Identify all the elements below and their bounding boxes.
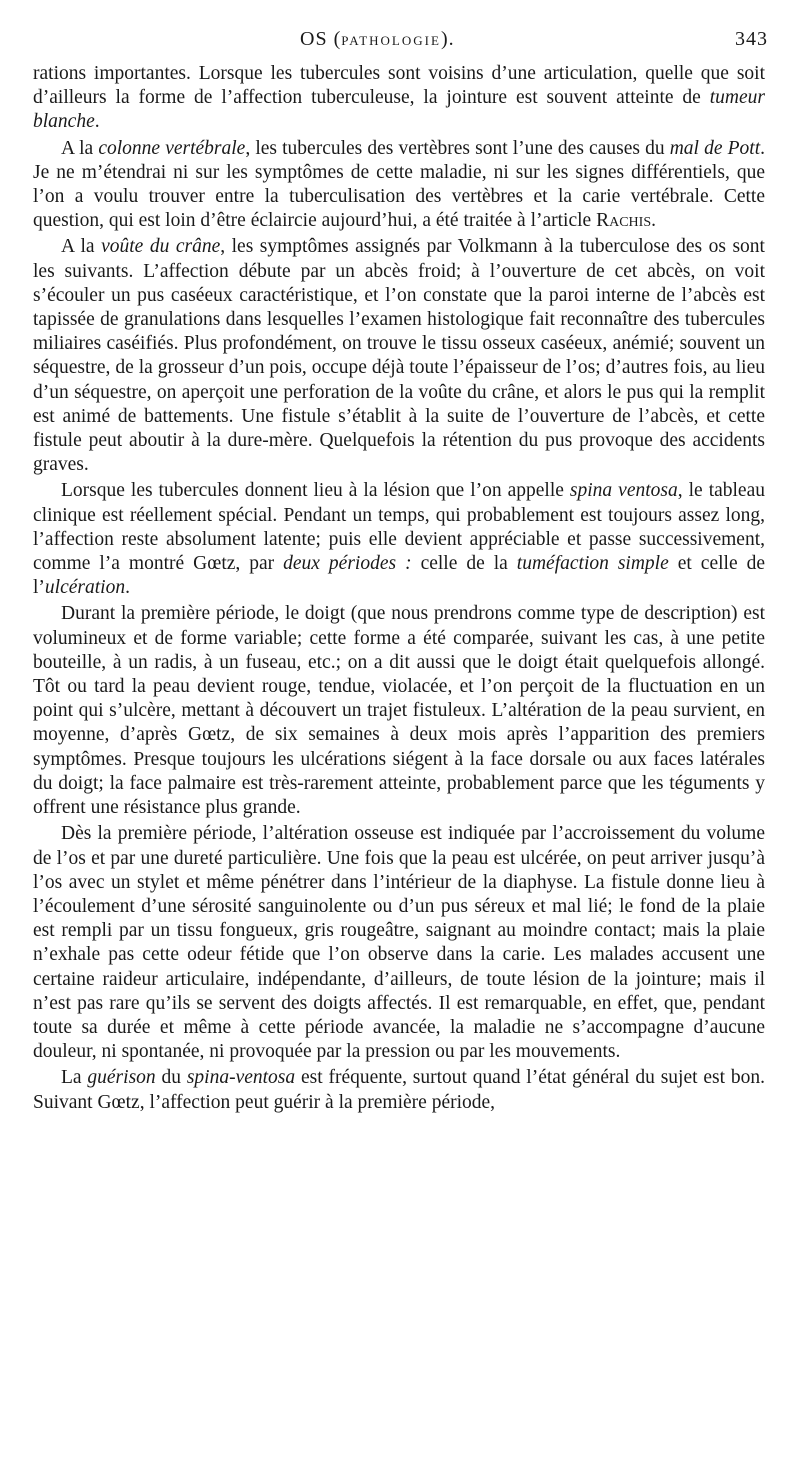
paragraph [33, 602, 765, 820]
text-run: Dès la première période, l’altération osseuse est indiquée par l’accroissement du volume de l’os et par une dureté particulière. Une fois que la peau est ulcérée, on peut arriver jusqu’à l’os avec un stylet et même pénétrer dans l’intérieur de la diaphyse. La fistule donne lieu à l’écoulement d’une sérosité sanguinolente ou d’un pus séreux et mal lié; le fond de la plaie est rempli par un tissu fongueux, gris rougeâtre, saignant au moindre contact; mais la plaie n’exhale pas cette odeur fétide que l’on observe dans la carie. Les malades accusent une certaine raideur articulaire, indépendante, d’ailleurs, de toute lésion de la jointure; mais il n’est pas rare qu’ils se servent des doigts affectés. Il est remarquable, en effet, que, pendant toute sa durée et même à cette période avancée, la maladie ne s’accompagne d’aucune douleur, ni spontanée, ni provoquée par la pression ou par les mouvements. [33, 823, 765, 1063]
paragraph [33, 62, 765, 135]
body-text [33, 62, 765, 1117]
text-run: A la [61, 236, 102, 258]
text-run: . [94, 111, 100, 133]
text-run: La [61, 1067, 88, 1089]
text-run: Lorsque les tubercules donnent lieu à la lésion que l’on appelle [61, 480, 570, 502]
text-run: Durant la première période, le doigt (que nous prendrons comme type de description) est volumineux et de forme variable; cette forme a été comparée, suivant les cas, à une petite bouteille, à un radis, à un fuseau, etc.; on a dit aussi que le doigt était quelquefois allongé. Tôt ou tard la peau devient rouge, tendue, violacée, et l’on perçoit de la fluctuation en un point qui s’ulcère, mettant à découvert un trajet fistuleux. L’altération de la peau survient, en moyenne, d’après Gœtz, de six semaines à deux mois après l’apparition des premiers symptômes. Presque toujours les ulcérations siégent à la face dorsale ou aux faces latérales du doigt; la face palmaire est très-rarement atteinte, probablement parce que les téguments y offrent une résistance plus grande. [33, 603, 765, 819]
paragraph [33, 479, 765, 600]
text-run: et celle de l’ [33, 553, 765, 599]
text-run: . [651, 210, 656, 232]
text-run: celle de la [411, 553, 517, 575]
text-run: A la [61, 137, 99, 159]
page-number: 343 [735, 28, 768, 50]
text-run: est fréquente, surtout quand l’état général du sujet est bon. Suivant Gœtz, l’affection peut guérir à la première période, [33, 1067, 766, 1113]
italic-text: mal de Pott [669, 137, 761, 159]
text-run: rations importantes. Lorsque les tubercules sont voisins d’une articulation, quelle que soit d’ailleurs la forme de l’affection tuberculeuse, la jointure est souvent atteinte de [33, 63, 765, 109]
text-run: . Je ne m’étendrai ni sur les symptômes de cette maladie, ni sur les signes différentiels, que l’on a voulu trouver entre la tuberculisation des vertèbres et la carie vertébrale. Cette question, qui est loin d’être éclaircie aujourd’hui, a été traitée à l’article [33, 137, 765, 232]
paragraph [33, 822, 765, 1064]
italic-text: deux périodes : [283, 553, 412, 575]
text-run: . [125, 577, 130, 599]
running-title: OS (PATHOLOGIE). [300, 28, 455, 50]
italic-text: tumeur blanche [33, 87, 765, 133]
text-run: , les symptômes assignés par Volkmann à la tuberculose des os sont les suivants. L’affection débute par un abcès froid; à l’ouverture de cet abcès, on voit s’écouler un pus caséeux caractéristique, et l’on constate que la paroi interne de l’abcès est tapissée de granulations dans lesquelles l’examen histologique fait reconnaître des tubercules miliaires caséifiés. Plus profondément, on trouve le tissu osseux caséeux, anémié; souvent un séquestre, de la grosseur d’un pois, occupe déjà toute l’épaisseur de l’os; d’autres fois, au lieu d’un séquestre, on aperçoit une perforation de la voûte du crâne, et alors le pus qui la remplit est animé de battements. Une fistule s’établit à la suite de l’ouverture de l’abcès, et cette fistule peut aboutir à la dure-mère. Quelquefois la rétention du pus provoque des accidents graves. [33, 236, 765, 476]
italic-text: voûte du crâne [101, 236, 221, 258]
text-run: , les tubercules des vertèbres sont l’une des causes du [245, 137, 670, 159]
paragraph [33, 137, 765, 234]
italic-text: spina-ventosa [186, 1067, 296, 1089]
paragraph [33, 235, 765, 477]
italic-text: ulcération [44, 577, 126, 599]
text-run: , le tableau clinique est réellement spécial. Pendant un temps, qui probablement est toujours assez long, l’affection reste absolument latente; puis elle devient appréciable et passe successivement, comme l’a montré Gœtz, par [33, 480, 765, 575]
italic-text: tuméfaction simple [516, 553, 669, 575]
paragraph [33, 1066, 765, 1114]
italic-text: spina ventosa [569, 480, 678, 502]
text-run: du [155, 1067, 187, 1089]
text-run: Rachis [596, 210, 652, 232]
running-header [0, 28, 800, 58]
italic-text: colonne vertébrale [98, 137, 246, 159]
italic-text: guérison [87, 1067, 156, 1089]
